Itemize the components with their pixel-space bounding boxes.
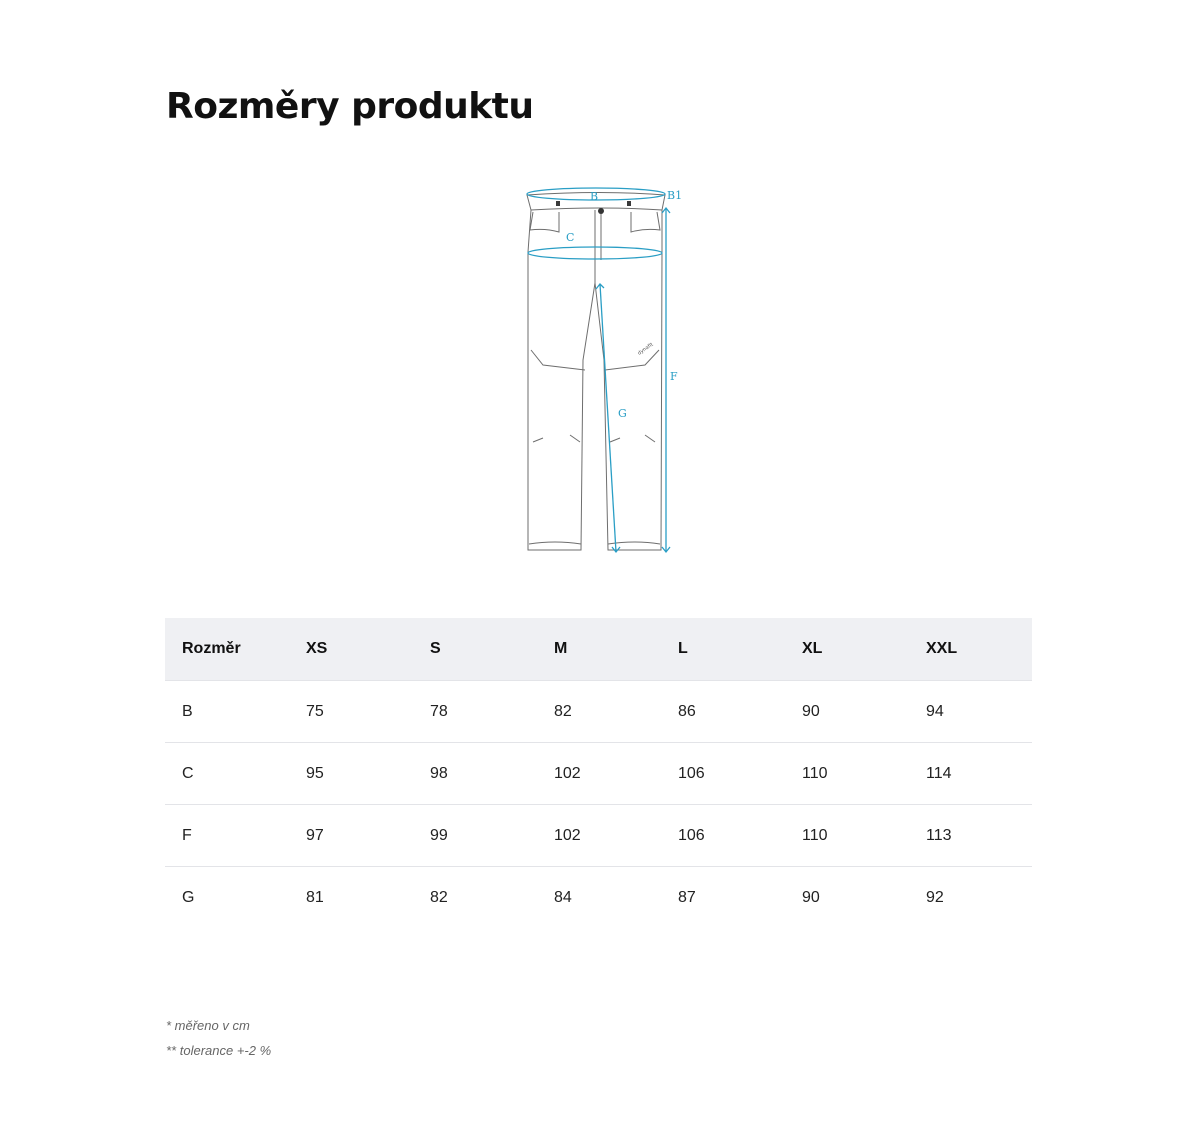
table-cell: 110 xyxy=(802,743,926,805)
table-cell: 90 xyxy=(802,888,820,906)
table-header-row xyxy=(165,618,1032,681)
table-cell: 82 xyxy=(430,888,448,906)
table-cell: G xyxy=(182,888,195,906)
brand-mark: dynafit xyxy=(636,341,655,357)
button xyxy=(598,208,604,214)
inseam-line-g xyxy=(600,284,616,552)
header-cell: XXL xyxy=(926,618,1032,681)
table-cell: 114 xyxy=(926,743,1032,805)
table-cell: 97 xyxy=(306,805,430,867)
note-tolerance: ** tolerance +-2 % xyxy=(166,1043,272,1058)
table-cell: F xyxy=(165,805,306,867)
table-cell: 110 xyxy=(802,805,926,867)
table-cell: 82 xyxy=(554,681,678,743)
header-cell: XS xyxy=(306,618,430,681)
table-cell: C xyxy=(165,743,306,805)
header-cell: XL xyxy=(802,618,926,681)
table-cell: 92 xyxy=(926,888,944,906)
table-cell: 78 xyxy=(430,681,554,743)
size-table xyxy=(165,618,1032,928)
page-title: Rozměry produktu xyxy=(166,86,534,127)
left-pocket xyxy=(530,212,559,232)
label-c: C xyxy=(566,231,575,244)
header-cell: Rozměr xyxy=(165,618,306,681)
table-cell: 87 xyxy=(678,888,696,906)
table-cell: 98 xyxy=(430,743,554,805)
table-cell: 86 xyxy=(678,681,802,743)
table-cell: 95 xyxy=(306,743,430,805)
table-cell: 81 xyxy=(306,888,324,906)
table-cell: 102 xyxy=(554,805,678,867)
header-cell: L xyxy=(678,618,802,681)
label-b1: B1 xyxy=(667,189,683,202)
table-cell: 94 xyxy=(926,681,1032,743)
table-cell: 106 xyxy=(678,743,802,805)
note-units: * měřeno v cm xyxy=(166,1018,250,1033)
table-cell: 99 xyxy=(430,805,554,867)
label-f: F xyxy=(670,370,678,383)
table-cell: B xyxy=(165,681,306,743)
header-cell: S xyxy=(430,618,554,681)
table-cell: 75 xyxy=(306,681,430,743)
table-row xyxy=(165,867,1032,929)
table-cell: 102 xyxy=(554,743,678,805)
right-pocket xyxy=(631,212,660,232)
table-cell: 84 xyxy=(554,888,572,906)
table-cell: 90 xyxy=(802,681,926,743)
table-row xyxy=(165,743,1032,805)
header-cell: M xyxy=(554,618,678,681)
table-row xyxy=(165,805,1032,867)
pants-measurement-diagram xyxy=(515,180,690,560)
label-g: G xyxy=(618,407,627,420)
table-cell: 106 xyxy=(678,805,802,867)
label-b: B xyxy=(590,190,599,203)
table-row xyxy=(165,681,1032,743)
table-cell: 113 xyxy=(926,805,1032,867)
